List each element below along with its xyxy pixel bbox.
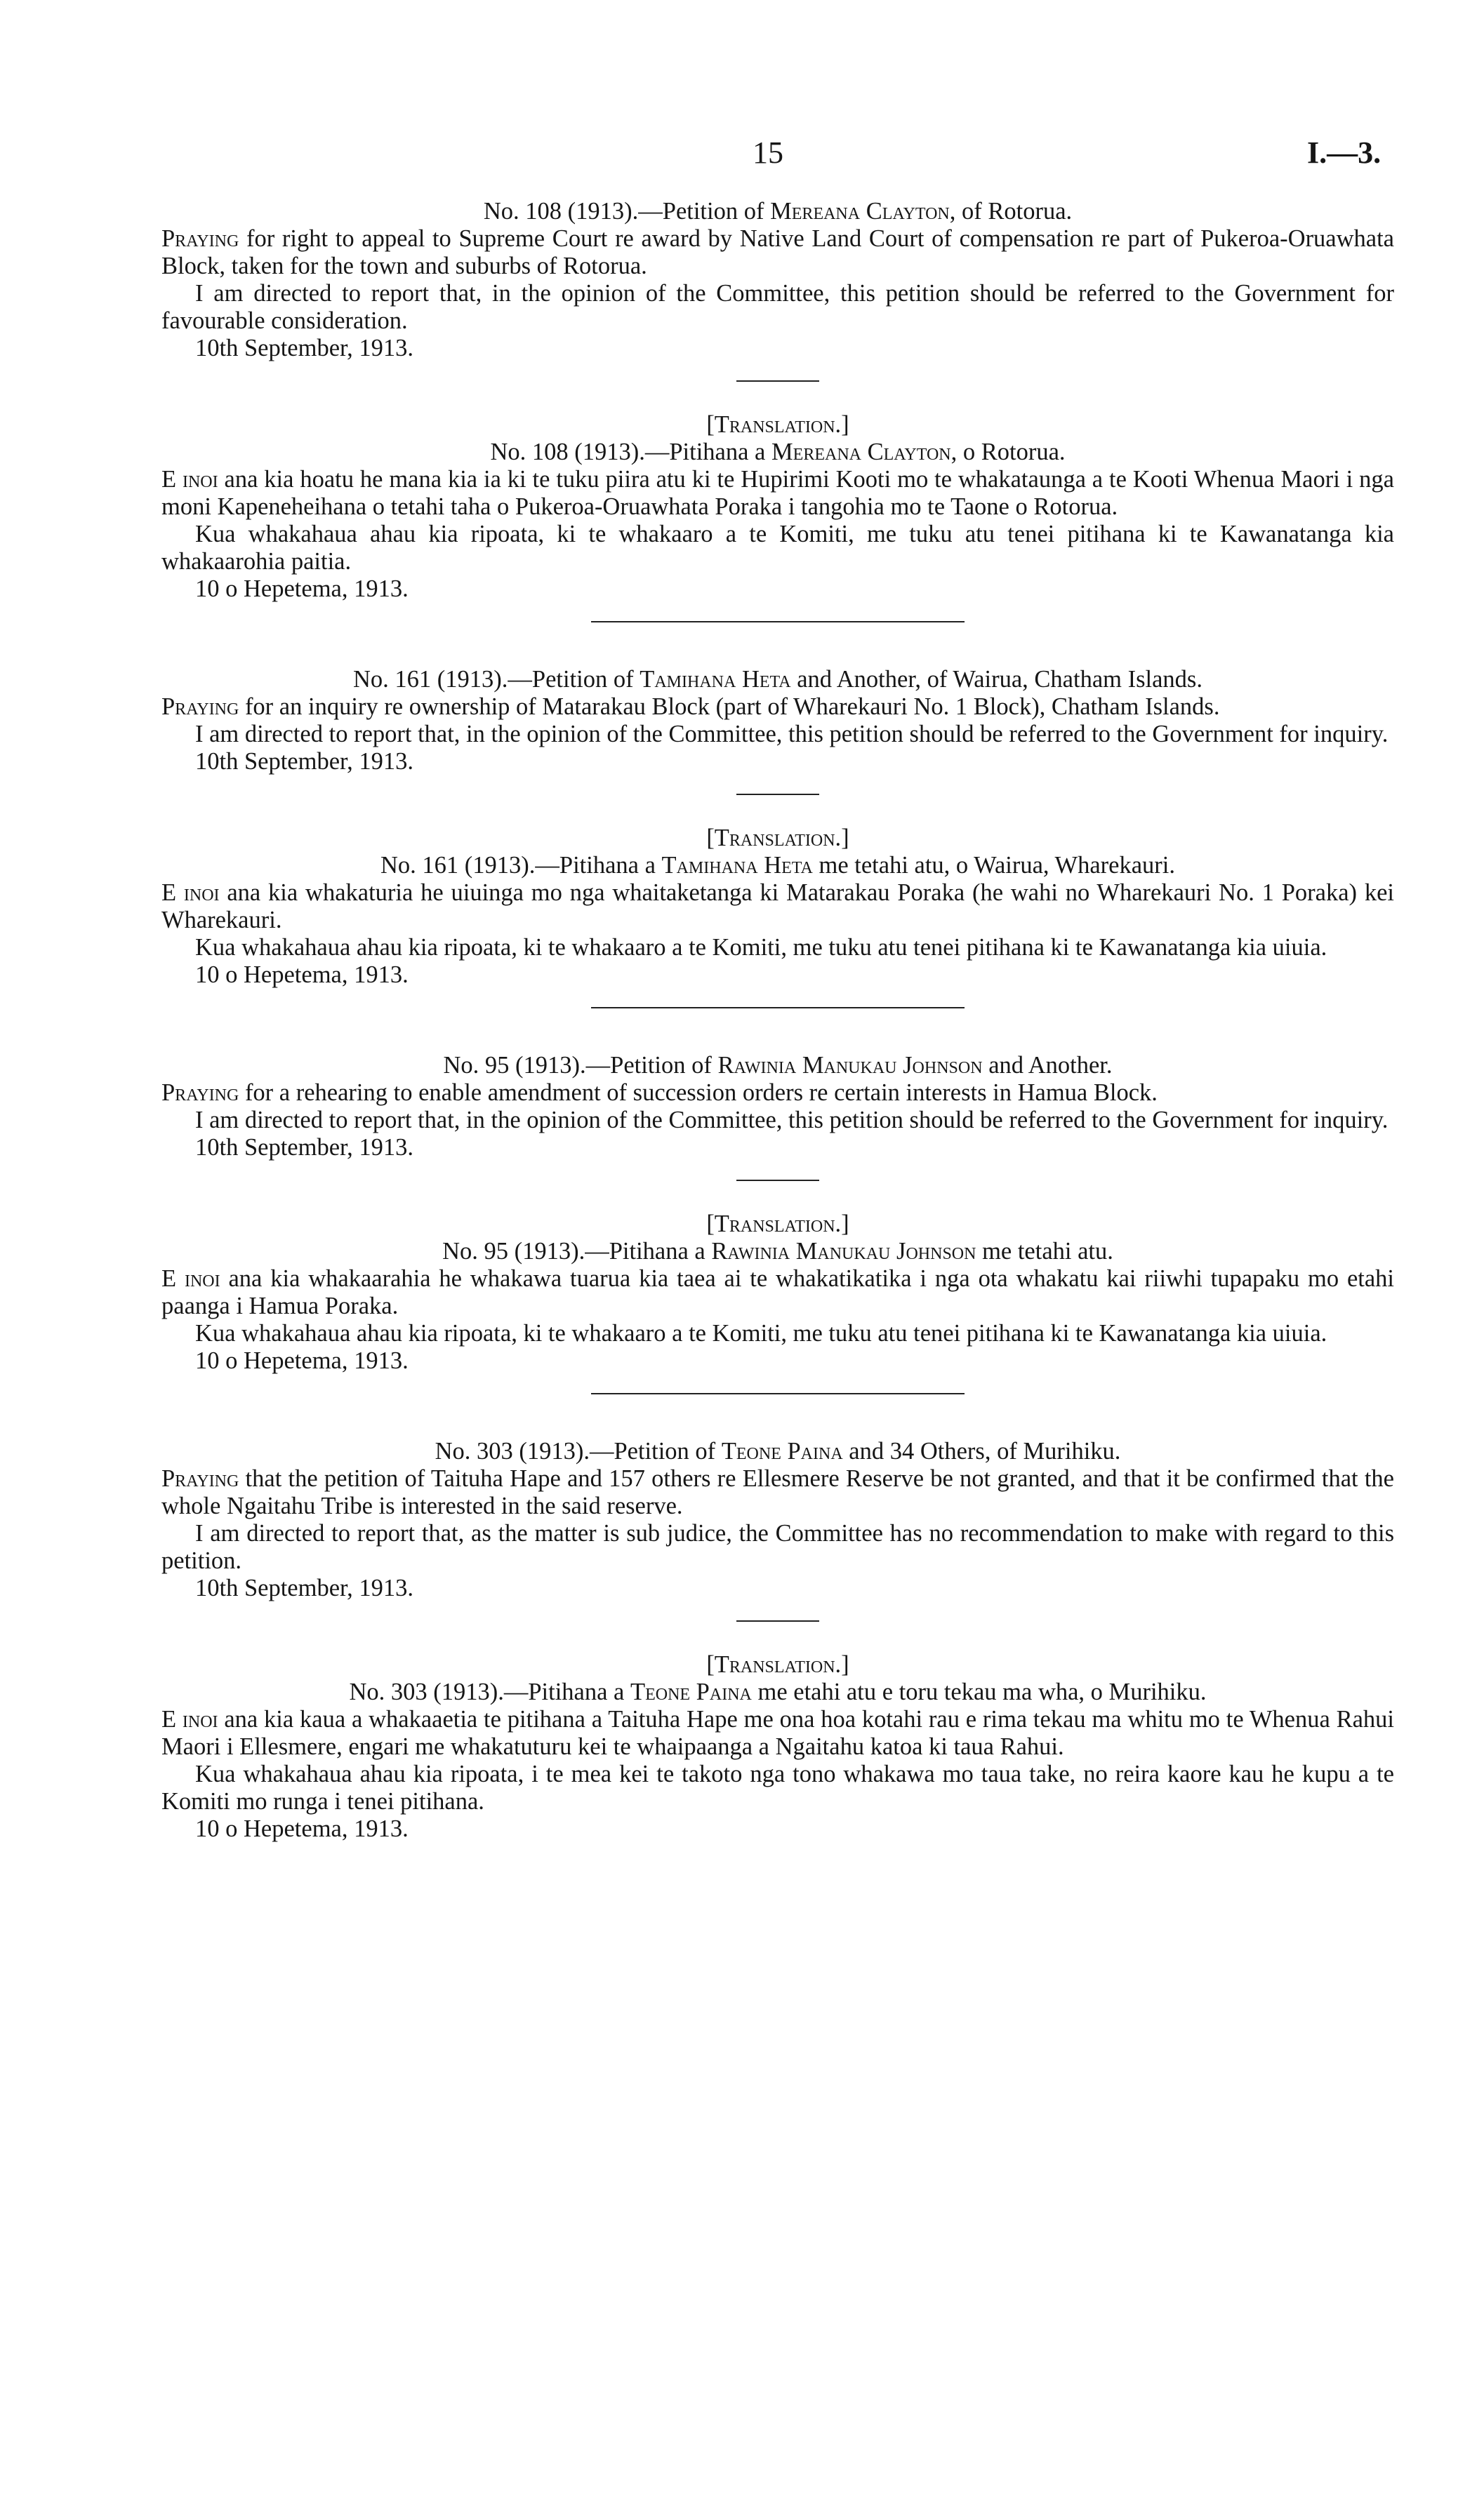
report-date: 10 o Hepetema, 1913. (195, 1347, 409, 1374)
praying-word: Praying (161, 225, 239, 252)
prayer-paragraph: E inoi ana kia hoatu he mana kia ia ki te tuku piira atu ki te Hupirimi Kooti mo te whakataunga a te Kooti Whenua Maori i nga moni Kapeneheihana o tetahi taha o Pukeroa-Oruawhata Poraka i tangohia mo te Taone o Rotorua. (161, 466, 1394, 520)
prayer-paragraph: E inoi ana kia whakaturia he uiuinga mo nga whaitaketanga ki Matarakau Poraka (he wahi no Wharekauri No. 1 Poraka) kei Wharekauri. (161, 879, 1394, 933)
translation-label: [Translation.] (706, 1211, 849, 1237)
divider-long (591, 621, 965, 622)
petition-heading: No. 95 (1913).—Pitihana a Rawinia Manukau Johnson me tetahi atu. (442, 1238, 1113, 1265)
committee-report: Kua whakahaua ahau kia ripoata, i te mea kei te takoto nga tono whakawa mo taua take, no reira kaore kau he kupu a te Komiti mo runga i tenei pitihana. (161, 1761, 1394, 1815)
petition-heading: No. 161 (1913).—Pitihana a Tamihana Heta me tetahi atu, o Wairua, Wharekauri. (380, 852, 1175, 879)
parliamentary-paper-reference: I.—3. (1307, 135, 1382, 170)
petitioner-name: Mereana Clayton (770, 198, 950, 225)
petition-heading: No. 303 (1913).—Pitihana a Teone Paina me etahi atu e toru tekau ma wha, o Murihiku. (349, 1679, 1207, 1705)
translation-label: [Translation.] (706, 1651, 849, 1678)
translation-label: [Translation.] (706, 411, 849, 438)
committee-report: Kua whakahaua ahau kia ripoata, ki te whakaaro a te Komiti, me tuku atu tenei pitihana ki te Kawanatanga kia whakaarohia paitia. (161, 521, 1394, 575)
petition-heading: No. 108 (1913).—Petition of Mereana Clayton, of Rotorua. (483, 198, 1073, 225)
petition-108-translation (161, 411, 1394, 603)
report-date: 10 o Hepetema, 1913. (195, 961, 409, 988)
praying-word: Praying (161, 1079, 239, 1106)
praying-word: E inoi (161, 1706, 218, 1733)
committee-report: I am directed to report that, in the opinion of the Committee, this petition should be referred to the Government for favourable consideration. (161, 280, 1394, 334)
petition-95-translation (161, 1211, 1394, 1375)
committee-report: I am directed to report that, in the opinion of the Committee, this petition should be referred to the Government for inquiry. (195, 721, 1389, 747)
committee-report: Kua whakahaua ahau kia ripoata, ki te whakaaro a te Komiti, me tuku atu tenei pitihana ki te Kawanatanga kia uiuia. (195, 934, 1327, 961)
report-date: 10th September, 1913. (195, 335, 413, 361)
divider-short (736, 1180, 819, 1181)
petition-heading: No. 95 (1913).—Petition of Rawinia Manukau Johnson and Another. (443, 1052, 1113, 1079)
prayer-paragraph: E inoi ana kia whakaarahia he whakawa tuarua kia taea ai te whakatikatika i nga ota whakatu kai riiwhi tupapaku mo etahi paanga i Hamua Poraka. (161, 1265, 1394, 1319)
petition-303-english (161, 1438, 1394, 1602)
petition-heading: No. 303 (1913).—Petition of Teone Paina and 34 Others, of Murihiku. (435, 1438, 1121, 1465)
praying-word: Praying (161, 1465, 239, 1492)
praying-word: E inoi (161, 466, 218, 493)
divider-short (736, 794, 819, 795)
prayer-paragraph: Praying for a rehearing to enable amendment of succession orders re certain interests in Hamua Block. (161, 1079, 1158, 1106)
praying-word: E inoi (161, 879, 220, 906)
report-date: 10th September, 1913. (195, 1575, 413, 1601)
petitioner-name: Mereana Clayton (771, 439, 951, 465)
prayer-paragraph: Praying for right to appeal to Supreme Court re award by Native Land Court of compensation re part of Pukeroa-Oruawhata Block, taken for the town and suburbs of Rotorua. (161, 225, 1394, 279)
committee-report: I am directed to report that, in the opinion of the Committee, this petition should be referred to the Government for inquiry. (195, 1107, 1389, 1133)
divider-short (736, 380, 819, 382)
petitioner-name: Teone Paina (721, 1438, 843, 1465)
petition-95-english (161, 1052, 1394, 1161)
petition-heading: No. 161 (1913).—Petition of Tamihana Heta and Another, of Wairua, Chatham Islands. (353, 666, 1203, 693)
prayer-paragraph: Praying for an inquiry re ownership of Matarakau Block (part of Wharekauri No. 1 Block), Chatham Islands. (161, 693, 1220, 720)
prayer-paragraph: E inoi ana kia kaua a whakaaetia te pitihana a Taituha Hape me ona hoa kotahi rau e rima tekau ma whitu mo te Whenua Rahui Maori i Ellesmere, engari me whakatuturu kei te whaipaanga a Ngaitahu katoa ki taua Rahui. (161, 1706, 1394, 1760)
praying-word: E inoi (161, 1265, 220, 1292)
petition-108-english (161, 198, 1394, 362)
committee-report: Kua whakahaua ahau kia ripoata, ki te whakaaro a te Komiti, me tuku atu tenei pitihana ki te Kawanatanga kia uiuia. (195, 1320, 1327, 1347)
report-date: 10th September, 1913. (195, 748, 413, 775)
petition-303-translation (161, 1651, 1394, 1843)
translation-label: [Translation.] (706, 825, 849, 851)
divider-short (736, 1620, 819, 1622)
divider-long (591, 1393, 965, 1394)
report-date: 10 o Hepetema, 1913. (195, 575, 409, 602)
petitioner-name: Rawinia Manukau Johnson (711, 1238, 976, 1265)
praying-word: Praying (161, 693, 239, 720)
report-date: 10 o Hepetema, 1913. (195, 1815, 409, 1842)
petition-161-english (161, 666, 1394, 775)
document-body (161, 198, 1394, 1843)
divider-long (591, 1007, 965, 1008)
petition-161-translation (161, 825, 1394, 989)
petitioner-name: Tamihana Heta (661, 852, 813, 879)
committee-report: I am directed to report that, as the matter is sub judice, the Committee has no recommendation to make with regard to this petition. (161, 1520, 1394, 1574)
report-date: 10th September, 1913. (195, 1134, 413, 1161)
petitioner-name: Tamihana Heta (640, 666, 791, 693)
prayer-paragraph: Praying that the petition of Taituha Hape and 157 others re Ellesmere Reserve be not granted, and that it be confirmed that the whole Ngaitahu Tribe is interested in the said reserve. (161, 1465, 1394, 1519)
page-number: 15 (753, 135, 783, 170)
petitioner-name: Rawinia Manukau Johnson (717, 1052, 983, 1079)
petition-heading: No. 108 (1913).—Pitihana a Mereana Clayton, o Rotorua. (490, 439, 1066, 465)
petitioner-name: Teone Paina (630, 1679, 752, 1705)
